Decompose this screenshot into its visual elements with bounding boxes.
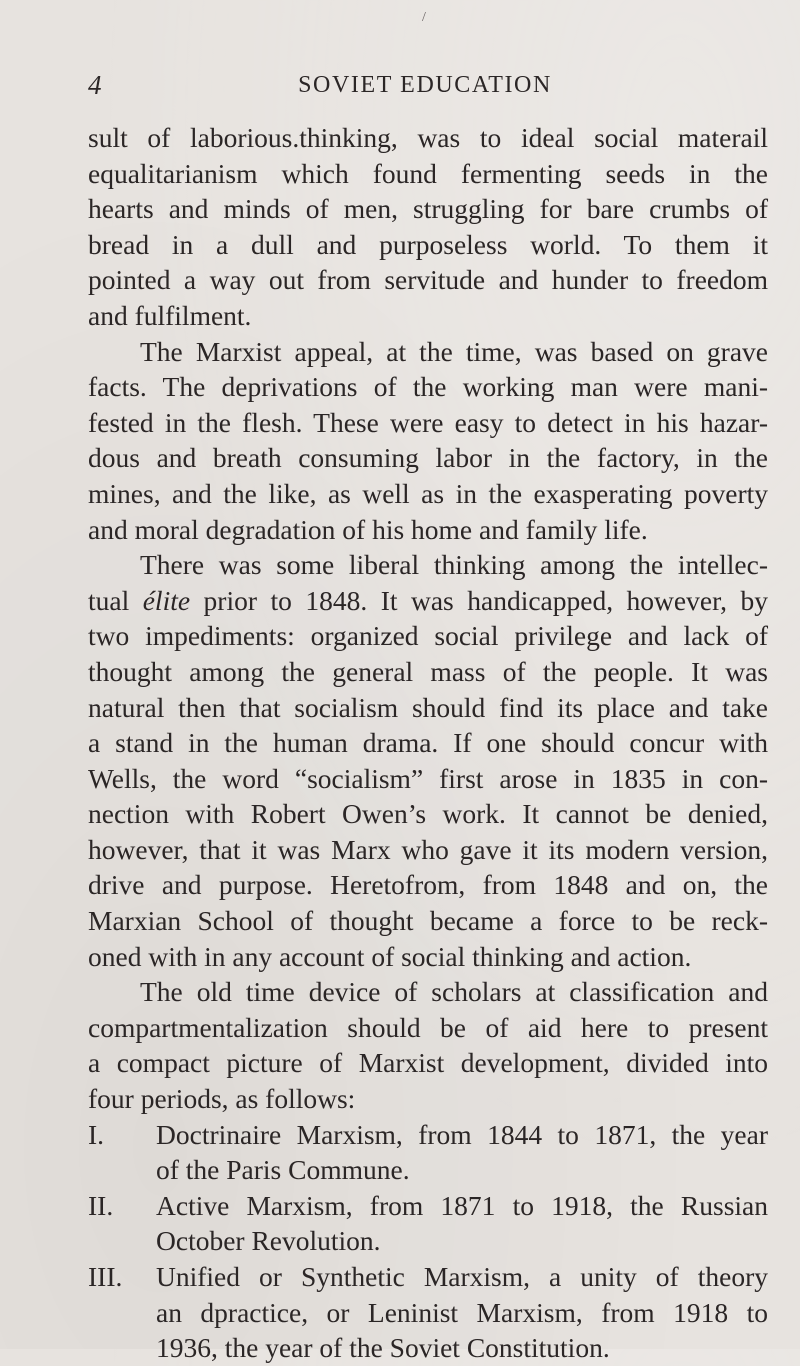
paragraph-2: [88, 334, 768, 548]
text-line: facts. The deprivations of the working man were mani-: [88, 371, 768, 403]
text-line: compartmentalization should be of aid here to present: [88, 1011, 768, 1043]
text-fragment: prior to 1848. It was handicapped, however, by: [190, 584, 768, 616]
list-text: Active Marxism, from 1871 to 1918, the Russian: [156, 1189, 768, 1221]
text-line: however, that it was Marx who gave it its modern version,: [88, 833, 768, 865]
periods-list: [88, 1117, 768, 1366]
text-line: oned with in any account of social thinking and action.: [88, 940, 692, 972]
list-text: Unified or Synthetic Marxism, a unity of theory: [156, 1261, 768, 1292]
margin-mark: /: [422, 10, 426, 25]
page-number: 4: [88, 70, 102, 100]
body-text: [88, 120, 768, 1366]
text-line: Wells, the word “socialism” first arose in 1835 in con-: [88, 762, 768, 794]
text-line: two impediments: organized social privilege and lack of: [88, 620, 768, 652]
paragraph-1: [88, 120, 768, 334]
text-line: a stand in the human drama. If one should concur with: [88, 727, 768, 759]
text-line: of the Paris Commune.: [156, 1154, 410, 1186]
paragraph-3: [88, 547, 768, 974]
text-line: sult of laborious.thinking, was to ideal social materail: [88, 122, 768, 153]
list-text: Doctrinaire Marxism, from 1844 to 1871, the year: [156, 1118, 768, 1150]
text-line: 1936, the year of the Soviet Constitution.: [156, 1332, 610, 1364]
list-item: [88, 1188, 768, 1259]
text-line: dous and breath consuming labor in the factory, in the: [88, 442, 768, 474]
text-line: [88, 1117, 768, 1153]
text-line: natural then that socialism should find its place and take: [88, 691, 768, 723]
list-numeral: II.: [88, 1189, 114, 1221]
list-numeral: I.: [88, 1118, 105, 1150]
text-line: mines, and the like, as well as in the exasperating poverty: [88, 477, 768, 509]
text-line: an dpractice, or Leninist Marxism, from 1918 to: [156, 1296, 768, 1328]
text-line: a compact picture of Marxist development, divided into: [88, 1047, 768, 1079]
text-line: [88, 583, 768, 619]
text-line: thought among the general mass of the people. It was: [88, 655, 768, 687]
paragraph-4: [88, 974, 768, 1116]
page-header: [88, 68, 748, 102]
text-line: hearts and minds of men, struggling for bare crumbs of: [88, 193, 768, 225]
text-line: drive and purpose. Heretofrom, from 1848 and on, the: [88, 869, 768, 901]
text-line: The Marxist appeal, at the time, was based on grave: [140, 335, 768, 367]
text-line: Marxian School of thought became a force to be reck-: [88, 905, 768, 937]
italic-term: élite: [142, 584, 191, 616]
text-line: pointed a way out from servitude and hunder to freedom: [88, 264, 768, 296]
running-head: SOVIET EDUCATION: [298, 72, 552, 98]
text-line: equalitarianism which found fermenting seeds in the: [88, 157, 768, 189]
text-line: fested in the flesh. These were easy to detect in his hazar-: [88, 406, 768, 438]
text-fragment: tual: [88, 584, 143, 616]
list-item: [88, 1117, 768, 1188]
text-line: [88, 1188, 768, 1224]
text-line: [88, 1259, 768, 1295]
text-line: The old time device of scholars at classification and: [140, 976, 768, 1008]
text-line: bread in a dull and purposeless world. To them it: [88, 228, 768, 260]
text-line: and fulfilment.: [88, 299, 252, 331]
list-item: [88, 1259, 768, 1366]
text-line: October Revolution.: [156, 1225, 381, 1257]
text-line: and moral degradation of his home and family life.: [88, 513, 648, 545]
text-line: four periods, as follows:: [88, 1083, 356, 1115]
text-line: There was some liberal thinking among the intellec-: [140, 549, 768, 581]
text-line: nection with Robert Owen’s work. It cannot be denied,: [88, 798, 768, 830]
list-numeral: III.: [88, 1261, 123, 1292]
